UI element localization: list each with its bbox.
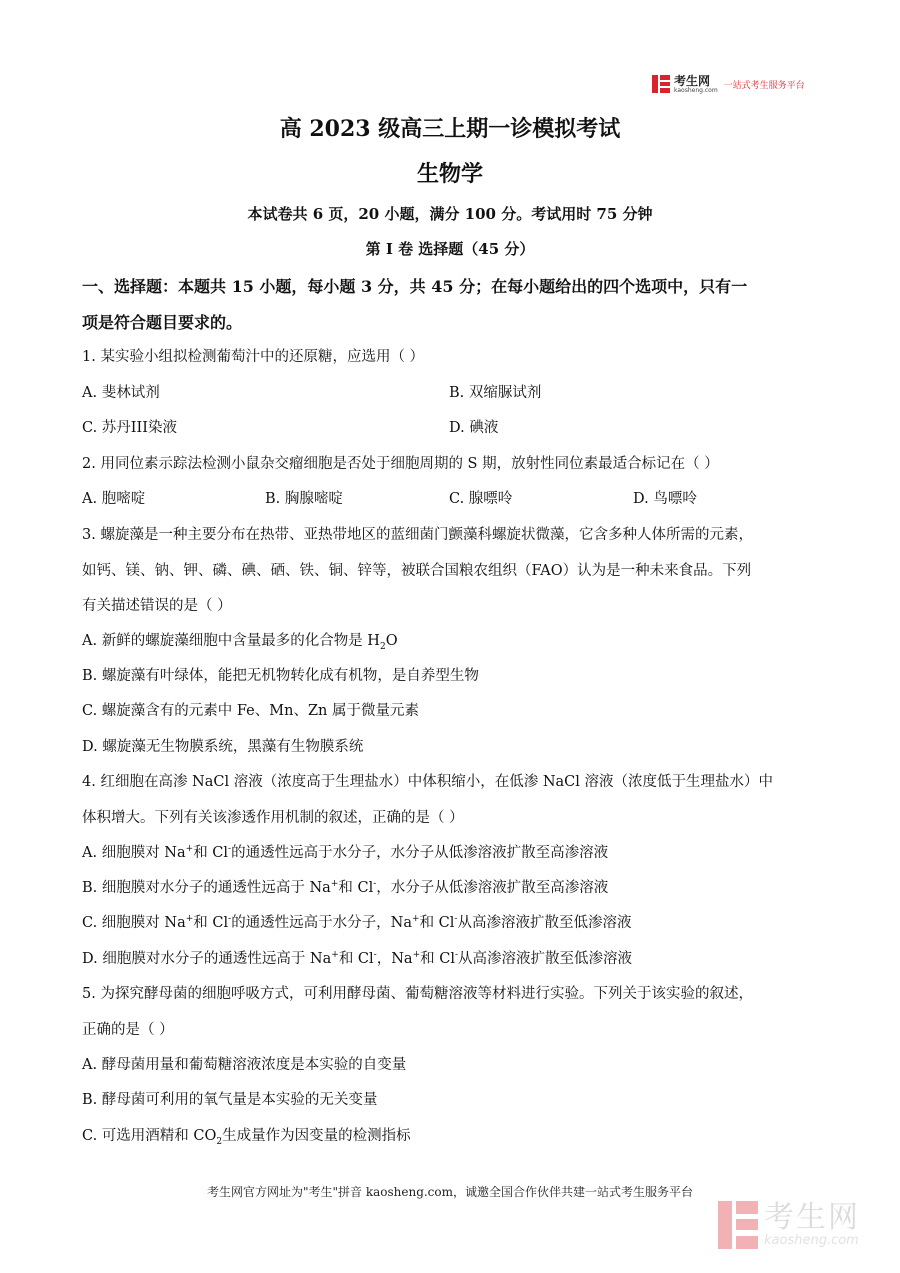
q4-option-c: C. 细胞膜对 Na+和 Cl-的通透性远高于水分子，Na+和 Cl-从高渗溶液扩散至低渗溶液 — [82, 914, 632, 931]
q4-option-a: A. 细胞膜对 Na+和 Cl-的通透性远高于水分子，水分子从低渗溶液扩散至高渗溶液 — [82, 844, 609, 861]
logo-slogan: 一站式考生服务平台 — [723, 80, 805, 91]
q2-option-c: C. 腺嘌呤 — [449, 491, 513, 507]
exam-title: 高 2023 级高三上期一诊模拟考试 — [279, 116, 621, 142]
q2-option-d: D. 鸟嘌呤 — [633, 491, 697, 507]
q3-stem-line2: 如钙、镁、钠、钾、磷、碘、硒、铁、铜、锌等，被联合国粮农组织（FAO）认为是一种未来食品。下列 — [82, 563, 752, 579]
q4-stem-line1: 4. 红细胞在高渗 NaCl 溶液（浓度高于生理盐水）中体积缩小，在低渗 NaCl 溶液（浓度低于生理盐水）中 — [82, 774, 774, 790]
subject-title: 生物学 — [416, 161, 483, 187]
q4-option-d: D. 细胞膜对水分子的通透性远高于 Na+和 Cl-，Na+和 Cl-从高渗溶液扩散至低渗溶液 — [82, 950, 632, 967]
q5-stem-line1: 5. 为探究酵母菌的细胞呼吸方式，可利用酵母菌、葡萄糖溶液等材料进行实验。下列关于该实验的叙述， — [82, 986, 753, 1002]
q2-option-a: A. 胞嘧啶 — [82, 491, 146, 507]
section-heading-line1: 一、选择题：本题共 15 小题，每小题 3 分，共 45 分；在每小题给出的四个选项中，只有一 — [82, 277, 748, 296]
watermark — [718, 1201, 860, 1249]
watermark-logo-icon — [718, 1201, 758, 1249]
q2-option-b: B. 胸腺嘧啶 — [265, 491, 343, 507]
kaosheng-logo-icon — [652, 75, 670, 93]
section-heading-line2: 项是符合题目要求的。 — [82, 313, 243, 332]
q3-option-b: B. 螺旋藻有叶绿体，能把无机物转化成有机物，是自养型生物 — [82, 668, 479, 684]
q4-stem-line2: 体积增大。下列有关该渗透作用机制的叙述，正确的是（ ） — [82, 810, 464, 826]
watermark-name: 考生网 — [764, 1199, 860, 1235]
q1-option-c: C. 苏丹III染液 — [82, 420, 177, 436]
q4-option-b: B. 细胞膜对水分子的通透性远高于 Na+和 Cl-，水分子从低渗溶液扩散至高渗溶液 — [82, 879, 609, 896]
exam-info: 本试卷共 6 页，20 小题，满分 100 分。考试用时 75 分钟 — [247, 205, 653, 223]
q5-stem-line2: 正确的是（ ） — [82, 1022, 174, 1038]
logo-domain: kaosheng.com — [674, 86, 718, 94]
q3-stem-line1: 3. 螺旋藻是一种主要分布在热带、亚热带地区的蓝细菌门颤藻科螺旋状微藻，它含多种人体所需的元素， — [82, 527, 753, 543]
q3-option-c: C. 螺旋藻含有的元素中 Fe、Mn、Zn 属于微量元素 — [82, 703, 419, 719]
header-logo — [652, 72, 805, 96]
q3-stem-line3: 有关描述错误的是（ ） — [82, 598, 232, 614]
q3-option-a: A. 新鲜的螺旋藻细胞中含量最多的化合物是 $H_2O$ — [82, 633, 398, 652]
q2-stem: 2. 用同位素示踪法检测小鼠杂交瘤细胞是否处于细胞周期的 S 期，放射性同位素最适合标记在（ ） — [82, 456, 719, 472]
q1-option-d: D. 碘液 — [449, 420, 499, 436]
q1-option-a: A. 斐林试剂 — [82, 385, 160, 401]
q5-option-c: C. 可选用酒精和 $CO_2$生成量作为因变量的检测指标 — [82, 1128, 411, 1147]
q1-stem: 1. 某实验小组拟检测葡萄汁中的还原糖，应选用（ ） — [82, 349, 425, 365]
logo-name: 考生网 — [674, 73, 711, 88]
footer-text: 考生网官方网址为"考生"拼音 kaosheng.com，诚邀全国合作伙伴共建一站式考生服务平台 — [206, 1185, 694, 1199]
part-heading: 第 I 卷 选择题（45 分） — [365, 240, 535, 258]
q5-option-a: A. 酵母菌用量和葡萄糖溶液浓度是本实验的自变量 — [82, 1057, 407, 1073]
watermark-domain: kaosheng.com — [764, 1232, 859, 1248]
q1-option-b: B. 双缩脲试剂 — [449, 385, 542, 401]
q5-option-b: B. 酵母菌可利用的氧气量是本实验的无关变量 — [82, 1092, 378, 1108]
q3-option-d: D. 螺旋藻无生物膜系统，黑藻有生物膜系统 — [82, 739, 364, 755]
